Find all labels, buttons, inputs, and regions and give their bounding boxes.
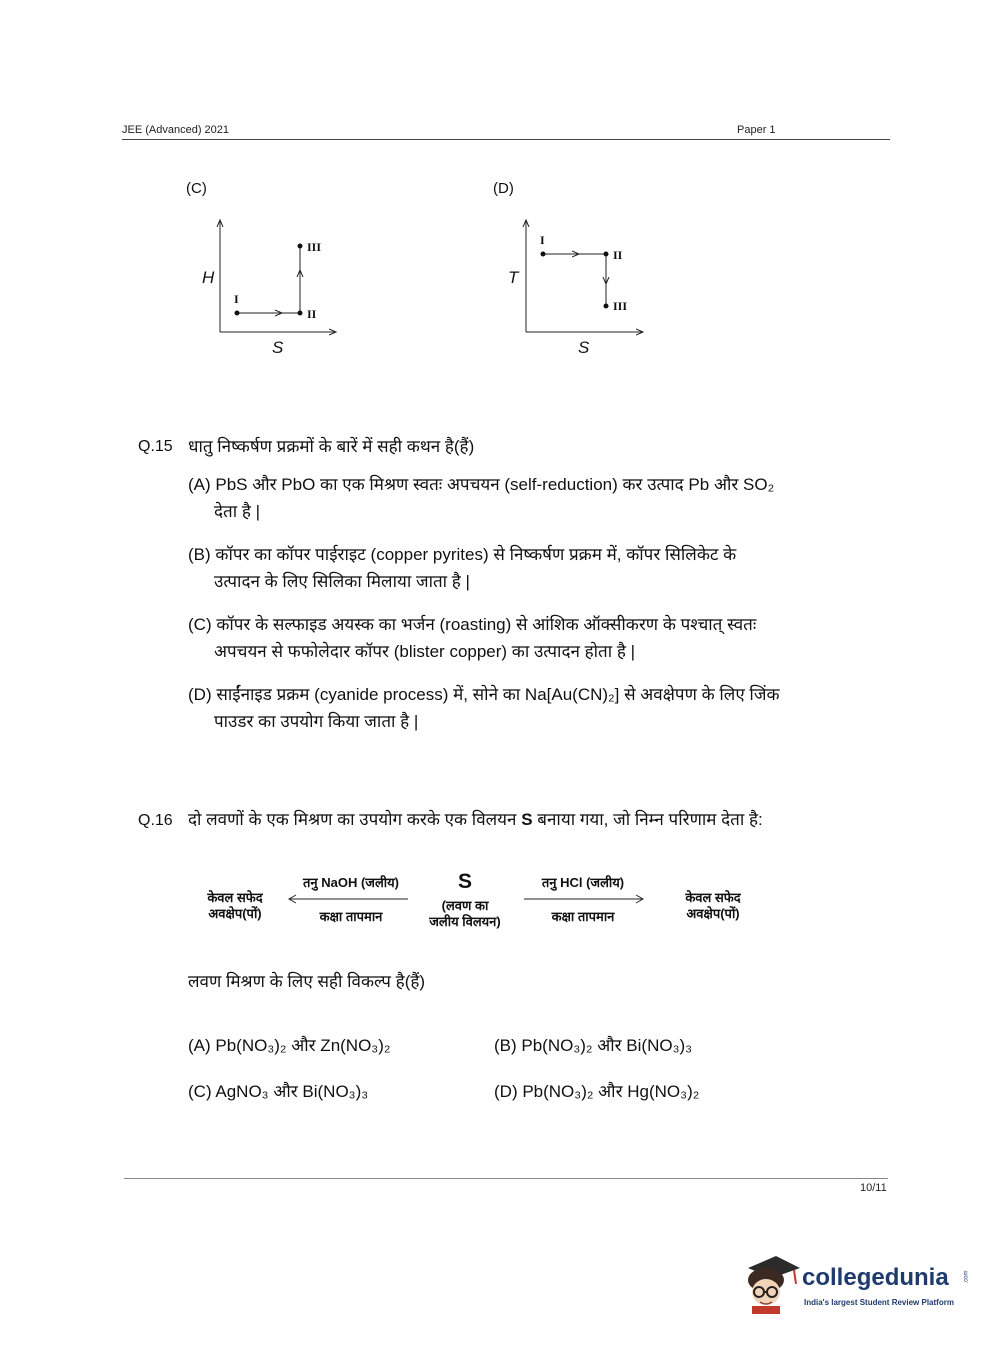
collegedunia-logo[interactable] bbox=[742, 1250, 972, 1316]
q16-text bbox=[188, 806, 763, 833]
q15-option-c-line2: अपचयन से फफोलेदार कॉपर (blister copper) का उत्पादन होता है | bbox=[214, 642, 636, 661]
scheme-left-result bbox=[190, 890, 280, 922]
logo-tld: .com bbox=[963, 1270, 970, 1284]
q15-option-d-line2: पाउडर का उपयोग किया जाता है | bbox=[214, 712, 419, 731]
q15-option-a-line1: (A) PbS और PbO का एक मिश्रण स्वतः अपचयन (self-reduction) कर उत्पाद Pb और SO₂ bbox=[188, 475, 775, 494]
reaction-scheme bbox=[190, 868, 770, 938]
footer-divider bbox=[124, 1178, 888, 1179]
q15-option-d bbox=[188, 681, 828, 735]
q16-option-a: (A) Pb(NO₃)₂ और Zn(NO₃)₂ bbox=[188, 1036, 391, 1055]
q16-option-c: (C) AgNO₃ और Bi(NO₃)₃ bbox=[188, 1082, 369, 1101]
figure-c-point-3 bbox=[298, 244, 303, 249]
q15-option-a bbox=[188, 471, 828, 525]
scheme-right-arrow bbox=[522, 894, 646, 904]
q15-option-a-line2: देता है | bbox=[214, 502, 261, 521]
header-right: Paper 1 bbox=[737, 124, 776, 136]
figure-d-point-2-label: II bbox=[613, 248, 623, 262]
header-divider bbox=[122, 139, 890, 140]
scheme-left-result-1: केवल सफेद bbox=[207, 890, 263, 905]
figure-c-ylabel: H bbox=[202, 268, 215, 287]
figure-d-point-1-label: I bbox=[540, 233, 545, 247]
scheme-right-result-2: अवक्षेप(पों) bbox=[686, 906, 740, 921]
figure-c-point-2-label: II bbox=[307, 307, 317, 321]
scheme-center-desc-2: जलीय विलयन) bbox=[429, 914, 501, 929]
figure-c-point-3-label: III bbox=[307, 240, 322, 254]
figure-d bbox=[487, 180, 667, 370]
mascot-icon bbox=[742, 1250, 802, 1316]
figure-d-ylabel: T bbox=[508, 268, 519, 287]
figure-d-label: (D) bbox=[493, 180, 514, 197]
q16-option-d: (D) Pb(NO₃)₂ और Hg(NO₃)₂ bbox=[494, 1082, 700, 1101]
q15-option-b-line1: (B) कॉपर का कॉपर पाईराइट (copper pyrites) से निष्कर्षण प्रक्रम में, कॉपर सिलिकेट के bbox=[188, 545, 737, 564]
scheme-right-reagent: तनु HCl (जलीय) bbox=[541, 875, 625, 890]
figure-d-point-3 bbox=[604, 304, 609, 309]
scheme-right-result-1: केवल सफेद bbox=[685, 890, 741, 905]
q15-text: धातु निष्कर्षण प्रक्रमों के बारें में सही कथन है(हैं) bbox=[188, 437, 475, 456]
q15-option-b bbox=[188, 541, 828, 595]
figure-c-label: (C) bbox=[186, 180, 207, 197]
q16-option-b: (B) Pb(NO₃)₂ और Bi(NO₃)₃ bbox=[494, 1036, 693, 1055]
scheme-left-condition: कक्षा तापमान bbox=[319, 909, 383, 924]
figure-c-xlabel: S bbox=[272, 338, 284, 357]
figure-d-xlabel: S bbox=[578, 338, 590, 357]
figure-c-point-1 bbox=[235, 311, 240, 316]
q16-text-pre: दो लवणों के एक मिश्रण का उपयोग करके एक विलयन bbox=[188, 810, 522, 829]
q15-option-b-line2: उत्पादन के लिए सिलिका मिलाया जाता है | bbox=[214, 572, 470, 591]
figure-c-point-2 bbox=[298, 311, 303, 316]
scheme-center-desc-1: (लवण का bbox=[441, 898, 489, 913]
scheme-right-result bbox=[668, 890, 758, 922]
page-number: 10/11 bbox=[860, 1182, 887, 1194]
scheme-center-desc bbox=[415, 898, 515, 930]
scheme-right-condition: कक्षा तापमान bbox=[551, 909, 615, 924]
q15-option-d-line1: (D) साईंनाइड प्रक्रम (cyanide process) में, सोने का Na[Au(CN)₂] से अवक्षेपण के लिए जिंक bbox=[188, 685, 780, 704]
scheme-left-arrow bbox=[286, 894, 410, 904]
q16-text-bold: S bbox=[521, 810, 533, 829]
figure-c bbox=[180, 180, 360, 370]
scheme-left-reagent: तनु NaOH (जलीय) bbox=[303, 875, 399, 890]
logo-tagline: India's largest Student Review Platform bbox=[804, 1298, 954, 1307]
logo-name: collegedunia bbox=[802, 1264, 949, 1291]
figure-d-point-2 bbox=[604, 252, 609, 257]
q16-number: Q.16 bbox=[138, 812, 173, 829]
q15-number: Q.15 bbox=[138, 438, 173, 455]
scheme-left-result-2: अवक्षेप(पों) bbox=[208, 906, 262, 921]
figure-d-point-3-label: III bbox=[613, 299, 628, 313]
q16-prompt: लवण मिश्रण के लिए सही विकल्प है(हैं) bbox=[188, 972, 426, 991]
q16-text-post: बनाया गया, जो निम्न परिणाम देता है: bbox=[532, 810, 763, 829]
figure-c-point-1-label: I bbox=[234, 292, 239, 306]
q15-option-c bbox=[188, 611, 828, 665]
q15-option-c-line1: (C) कॉपर के सल्फाइड अयस्क का भर्जन (roasting) से आंशिक ऑक्सीकरण के पश्चात् स्वतः bbox=[188, 615, 757, 634]
figure-d-point-1 bbox=[541, 252, 546, 257]
scheme-center-symbol: S bbox=[457, 870, 472, 893]
header-left: JEE (Advanced) 2021 bbox=[122, 124, 230, 136]
